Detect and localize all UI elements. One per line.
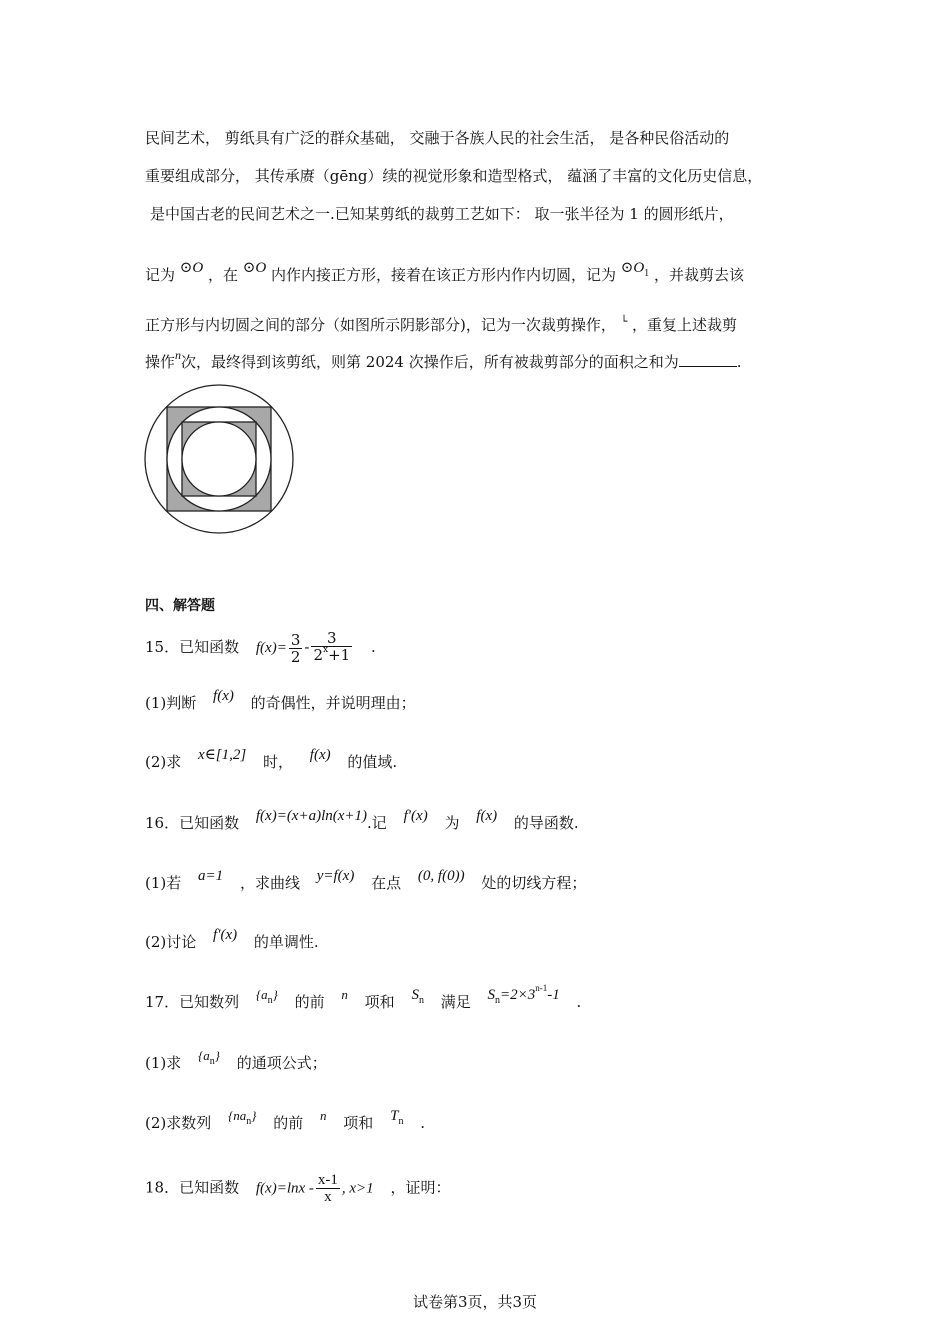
- text: (1)若: [145, 874, 182, 892]
- intro-line-4: [145, 260, 744, 288]
- text: ，证明：: [390, 1178, 451, 1197]
- circle-o-symbol: ⊙O: [179, 260, 204, 276]
- q17-stem: [145, 983, 582, 1015]
- fraction-3-over-2x1: $\frac{3}{2^x+1}$: [313, 629, 351, 664]
- text: 内作内接正方形，接着在该正方形内作内切圆，记为: [270, 266, 616, 284]
- math-fx: f(x)=: [255, 640, 287, 656]
- text: 的值域.: [347, 753, 398, 771]
- math-condition: , x>1: [341, 1180, 374, 1197]
- text: (1)判断: [145, 694, 197, 712]
- math-fx: f(x): [476, 808, 498, 824]
- var-n: n: [341, 987, 348, 1002]
- section-heading: 四、解答题: [145, 598, 215, 614]
- q16-part2: [145, 927, 319, 953]
- text: 项和: [364, 993, 395, 1011]
- text: 操作: [145, 353, 176, 371]
- inner-circle: [182, 422, 256, 496]
- math-condition: x∈[1,2]: [198, 747, 247, 763]
- q16-part1: [145, 868, 587, 894]
- math-fx: f(x)=lnx -: [255, 1180, 314, 1197]
- math-fx: f(x)=(x+a)ln(x+1): [255, 808, 368, 824]
- text: 项和: [343, 1114, 374, 1132]
- text: ，重复上述裁剪: [632, 316, 738, 334]
- paper-cutting-figure: [143, 383, 295, 535]
- text: 18．已知函数: [145, 1178, 240, 1197]
- intro-line-3: 是中国古老的民间艺术之一.已知某剪纸的裁剪工艺如下： 取一张半径为 1 的圆形纸片，: [150, 205, 734, 223]
- text: 的前: [294, 993, 325, 1011]
- text: (2)求: [145, 753, 182, 771]
- math-sn-formula: $S_n=2\times 3^{n-1}-1$: [487, 983, 560, 1006]
- text: 的前: [273, 1114, 304, 1132]
- text: 时，: [263, 753, 294, 771]
- math-fx: f(x): [213, 688, 234, 704]
- math-sequence: $\{a_n\}$: [198, 1048, 220, 1067]
- q17-part2: [145, 1108, 425, 1136]
- text: 正方形与内切圆之间的部分（如图所示阴影部分)，记为一次裁剪操作，: [145, 316, 616, 334]
- text: .记: [367, 814, 387, 832]
- text: (2)讨论: [145, 933, 197, 951]
- math-curve: y=f(x): [316, 868, 355, 884]
- math-sn: $S_n$: [411, 987, 424, 1006]
- fraction-x-minus-1-over-x: $\frac{x-1}{x}$: [317, 1172, 338, 1205]
- text: 为: [444, 814, 460, 832]
- text: 记为: [145, 266, 176, 284]
- q15-part1: [145, 688, 416, 714]
- text: (1)求: [145, 1054, 182, 1072]
- math-tn: $T_n$: [390, 1108, 404, 1127]
- text: .: [420, 1114, 425, 1132]
- text: -: [304, 638, 310, 656]
- text: ，在: [207, 266, 238, 284]
- q15-part2: [145, 747, 398, 773]
- text: .: [370, 638, 376, 656]
- circle-o-symbol: ⊙O: [242, 260, 267, 276]
- page-footer: 试卷第3页，共3页: [412, 1293, 538, 1311]
- q18-stem: [145, 1172, 450, 1205]
- text: 16．已知函数: [145, 814, 240, 832]
- intro-line-2: 重要组成部分， 其传承赓（gēng）续的视觉形象和造型格式， 蕴涵了丰富的文化历史信息，: [145, 167, 763, 185]
- text: 在点: [371, 874, 402, 892]
- text: 的奇偶性，并说明理由；: [250, 694, 416, 712]
- q16-stem: [145, 808, 579, 834]
- text: 满足: [440, 993, 471, 1011]
- q17-part1: [145, 1048, 327, 1076]
- text: .: [576, 993, 582, 1011]
- fraction-3-2: $\frac{3}{2}$: [290, 630, 301, 666]
- ellipsis-mark: └: [620, 315, 628, 328]
- text: .: [736, 353, 742, 371]
- math-sequence: $\{a_n\}$: [255, 987, 278, 1006]
- text: 次，最终得到该剪纸，则第 2024 次操作后，所有被裁剪部分的面积之和为: [181, 353, 679, 371]
- text: 的单调性.: [253, 933, 319, 951]
- text: ，求曲线: [239, 874, 300, 892]
- math-point: (0, f(0)): [417, 868, 465, 884]
- intro-line-5: [145, 315, 737, 337]
- var-n: n: [320, 1108, 327, 1123]
- math-sequence-na: $\{na_n\}$: [228, 1108, 257, 1127]
- answer-blank: [679, 352, 737, 367]
- text: 的通项公式；: [236, 1054, 327, 1072]
- math-fx: f(x): [309, 747, 331, 763]
- text: 的导函数.: [513, 814, 579, 832]
- text: 处的切线方程；: [481, 874, 587, 892]
- math-fprime: f′(x): [403, 808, 428, 824]
- circle-o1-symbol: $⊙O_1$: [620, 260, 650, 279]
- text: ，并裁剪去该: [653, 266, 744, 284]
- math-fprime: f′(x): [213, 927, 238, 943]
- var-n: n: [175, 348, 182, 362]
- text: 15．已知函数: [145, 638, 240, 656]
- intro-line-1: 民间艺术， 剪纸具有广泛的群众基础， 交融于各族人民的社会生活， 是各种民俗活动的: [145, 129, 730, 147]
- text: (2)求数列: [145, 1114, 212, 1132]
- q15-stem: [145, 630, 376, 666]
- math-condition: a=1: [198, 868, 224, 884]
- intro-line-6: [145, 348, 742, 373]
- text: 17．已知数列: [145, 993, 240, 1011]
